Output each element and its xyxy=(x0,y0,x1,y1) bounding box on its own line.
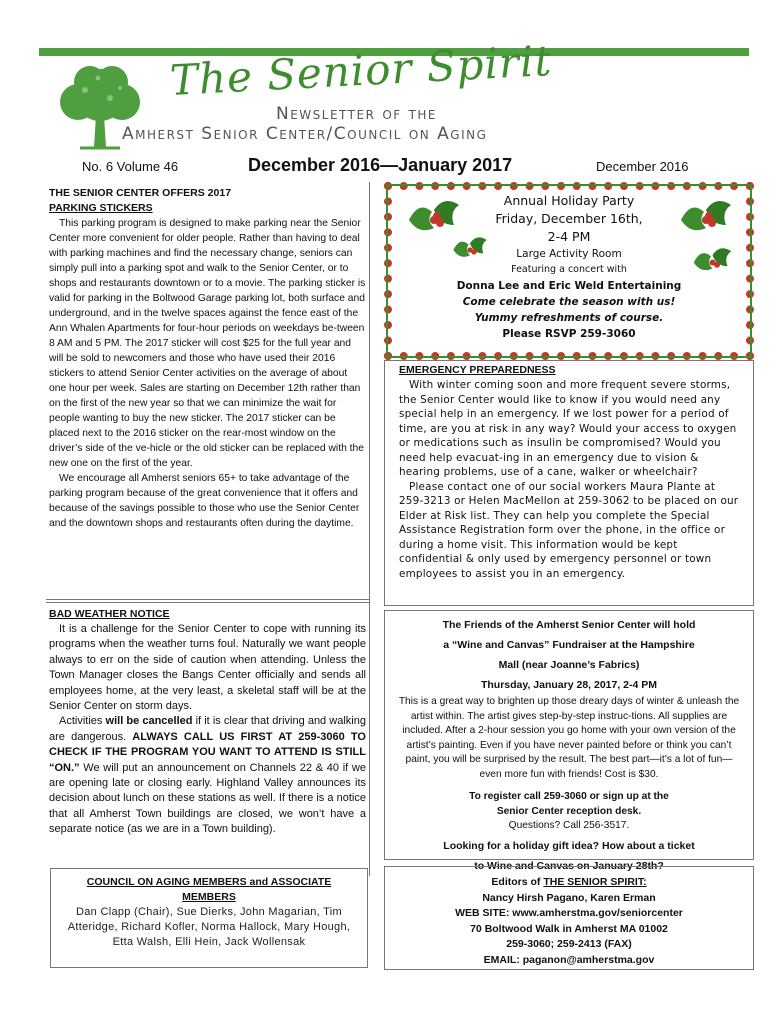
party-time: 2-4 PM xyxy=(547,229,591,244)
holiday-party-notice xyxy=(398,192,740,342)
weather-article xyxy=(46,602,370,876)
party-performers: Donna Lee and Eric Weld Entertaining xyxy=(456,280,682,292)
gift-idea-2: to Wine and Canvas on January 28th? xyxy=(474,859,664,872)
parking-heading-1: THE SENIOR CENTER OFFERS 2017 xyxy=(49,187,232,199)
council-box xyxy=(50,868,368,968)
gift-idea-1: Looking for a holiday gift idea? How about a ticket xyxy=(443,839,695,852)
issue-number: No. 6 Volume 46 xyxy=(82,159,179,174)
fundraiser-heading-3: Mall (near Joanne’s Fabrics) xyxy=(498,659,640,671)
newsletter-title: The Senior Spirit xyxy=(168,36,554,105)
editors-website: WEB SITE: www.amherstma.gov/seniorcenter xyxy=(455,907,683,919)
weather-heading: BAD WEATHER NOTICE xyxy=(49,608,170,620)
fundraiser-questions: Questions? Call 256-3517. xyxy=(508,820,630,831)
editors-address: 70 Boltwood Walk in Amherst MA 01002 xyxy=(470,922,668,935)
party-room: Large Activity Room xyxy=(516,248,622,260)
council-members: Dan Clapp (Chair), Sue Dierks, John Magarian, Tim Atteridge, Richard Kofler, Norma Hallock, Mary Hough, Etta Walsh, Elli Hein, Jack Wollensak xyxy=(67,906,351,948)
council-heading-1: COUNCIL ON AGING MEMBERS and ASSOCIATE xyxy=(86,876,332,888)
weather-body-1: It is a challenge for the Senior Center to cope with running its programs when the weather turns foul. Naturally we want people always to err on the side of caution when attending. Unless the Town Manager closes the Bangs Center officially and sends all employees home, at the very least, a skeletal staff will be at the Senior Center on storm days. xyxy=(49,623,366,713)
fundraiser-body: This is a great way to brighten up those dreary days of winter & unleash the artist within. The artist gives step-by-step instruc-tions. All supplies are included. After a 2-hour session you go home with your own version of the artist’s painting. Even if you have never painted before or think you can’t paint, you will be surprised by the result. The best part—it’s a lot of fun—even more fun with friends! Cost is $30. xyxy=(398,696,740,780)
fundraiser-date: Thursday, January 28, 2017, 2-4 PM xyxy=(480,679,658,691)
left-column xyxy=(46,182,370,876)
issue-date: December 2016 xyxy=(596,159,689,174)
party-rsvp: Please RSVP 259-3060 xyxy=(502,328,636,340)
parking-heading-2: PARKING STICKERS xyxy=(49,202,153,214)
emergency-body-1: With winter coming soon and more frequent severe storms, the Senior Center would like to know if you would need any special help in an emergency. If we lost power for a period of time, are you at risk in any way? Would your access to oxygen or medications such as insulin be compromised? Would you need help evacuat-ing in an emergency due to vision & hearing problems, use of a cane, walker or wheelchair? xyxy=(399,379,737,478)
parking-body-2: We encourage all Amherst seniors 65+ to take advantage of the parking program because of the great convenience that it offers and because of the savings possible to those who use the Senior Center and the downtown shops and restaurants often during the daytime. xyxy=(49,473,360,529)
emergency-article xyxy=(384,360,754,606)
fundraiser-article xyxy=(384,610,754,872)
fundraiser-heading-1: The Friends of the Amherst Senior Center will hold xyxy=(442,619,696,631)
parking-body: This parking program is designed to make parking near the Senior Center more convenient for older people. Rather than having to deal with parking machines and find the necessary change, seniors can simply pull into a parking spot and walk to the Senior Center, or to shops and restaurants downtown or to a movie. The parking sticker is valid for parking in the Boltwood Garage parking lot, both surface and underground, and in the twelve spaces against the fence east of the Ann Whalen Apartments for four-hour periods on weekdays be-tween 8 AM and 5 PM. The 2017 sticker will cost $25 for the full year and will be sold to newcomers and those who have used their 2016 stickers to attend Senior Center activities on the average of about one hour per week. Sales are starting on December 12th rather than on the first of the new year so that we can minimize the wait for people wanting to buy the new sticker. The 2017 sticker can be placed next to the 2016 sticker on the rear-most window on the driver’s side of the ve-hicle or the old sticker can be replaced with the new one on the first of the year. xyxy=(49,218,366,469)
newsletter-subtitle-1: Newsletter of the xyxy=(276,104,438,124)
issue-date-range: December 2016—January 2017 xyxy=(248,155,513,175)
editors-heading: Editors of THE SENIOR SPIRIT: xyxy=(491,876,647,888)
party-refreshments: Yummy refreshments of course. xyxy=(474,312,664,324)
emergency-body-2: Please contact one of our social workers Maura Plante at 259-3213 or Helen MacMellon at 259-3062 to be placed on our Elder at Risk list. They can help you complete the Special Assistance Registration form over the phone, in the office or during a home visit. This information would be kept confidential & only used by emergency personnel or town employees to assist you in an emergency. xyxy=(399,480,739,580)
newsletter-subtitle-2: Amherst Senior Center/Council on Aging xyxy=(122,124,488,144)
fundraiser-register-1: To register call 259-3060 or sign up at the xyxy=(469,791,669,802)
parking-article xyxy=(46,182,370,600)
council-heading-2: MEMBERS xyxy=(182,891,236,903)
emergency-heading: EMERGENCY PREPAREDNESS xyxy=(399,364,556,376)
editors-email: EMAIL: paganon@amherstma.gov xyxy=(483,953,655,966)
fundraiser-register-2: Senior Center reception desk. xyxy=(496,805,642,817)
weather-body-2: Activities will be cancelled if it is clear that driving and walking are dangerous. ALWAYS CALL US FIRST AT 259-3060 TO CHECK IF THE PROGRAM YOU WANT TO ATTEND IS STILL “ON.” We will put an announcement on Channels 22 & 40 if we are opening late or closing early. Highland Valley announces its decision about lunch on these stations as well. If there is a notice that all Amherst Town buildings are closed, we won’t have a separate notice (as we are in a Town building). xyxy=(49,715,366,836)
editors-names: Nancy Hirsh Pagano, Karen Erman xyxy=(482,891,656,904)
party-title: Annual Holiday Party xyxy=(503,193,635,208)
editors-phone: 259-3060; 259-2413 (FAX) xyxy=(506,938,632,950)
fundraiser-heading-2: a “Wine and Canvas” Fundraiser at the Hampshire xyxy=(443,639,695,651)
editors-box xyxy=(384,866,754,970)
party-featuring: Featuring a concert with xyxy=(511,264,627,275)
party-date: Friday, December 16th, xyxy=(495,211,643,226)
party-invite: Come celebrate the season with us! xyxy=(462,296,676,308)
